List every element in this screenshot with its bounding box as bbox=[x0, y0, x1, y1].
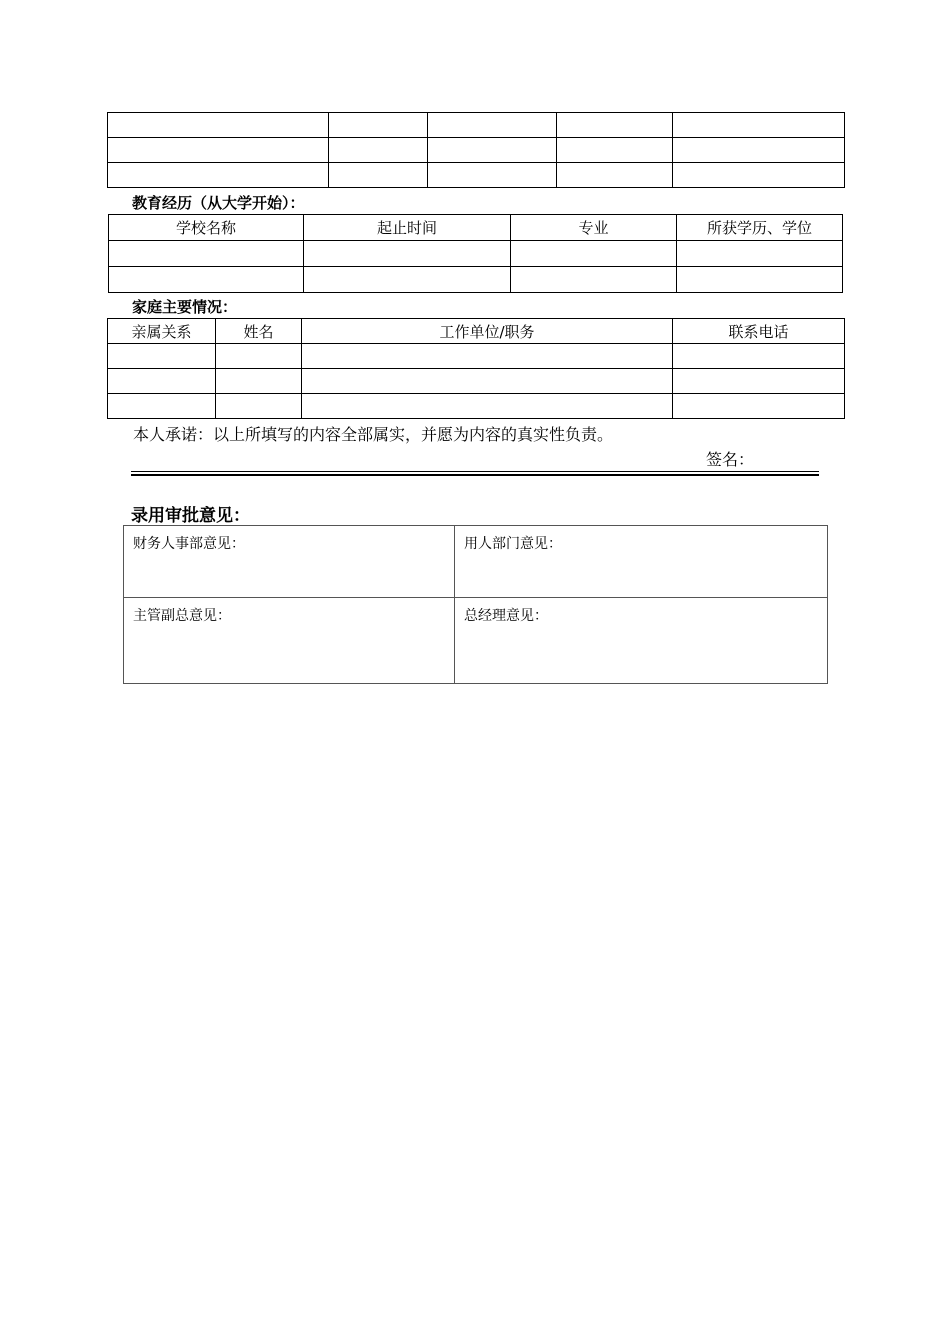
table-header-row bbox=[109, 215, 843, 241]
approval-section-title: 录用审批意见： bbox=[131, 506, 250, 526]
table-cell[interactable] bbox=[673, 394, 845, 419]
table-cell[interactable] bbox=[673, 113, 845, 138]
work-history-table bbox=[107, 112, 845, 188]
table-cell[interactable] bbox=[216, 369, 302, 394]
table-cell[interactable] bbox=[302, 394, 673, 419]
table-cell[interactable] bbox=[673, 344, 845, 369]
table-cell[interactable] bbox=[673, 163, 845, 188]
family-section-title: 家庭主要情况： bbox=[132, 298, 238, 316]
table-cell[interactable] bbox=[677, 267, 843, 293]
table-cell[interactable] bbox=[329, 163, 428, 188]
table-cell[interactable] bbox=[557, 163, 673, 188]
table-row bbox=[108, 138, 845, 163]
divider-line bbox=[131, 471, 819, 472]
table-cell[interactable] bbox=[511, 241, 677, 267]
gm-opinion-label: 总经理意见： bbox=[464, 608, 548, 624]
column-header-phone: 联系电话 bbox=[673, 319, 845, 344]
table-cell[interactable] bbox=[304, 267, 511, 293]
table-cell[interactable] bbox=[557, 138, 673, 163]
column-header-name: 姓名 bbox=[216, 319, 302, 344]
table-cell[interactable] bbox=[673, 138, 845, 163]
table-cell[interactable] bbox=[329, 113, 428, 138]
table-cell[interactable] bbox=[108, 138, 329, 163]
table-header-row bbox=[108, 319, 845, 344]
table-cell[interactable] bbox=[108, 113, 329, 138]
deputy-gm-opinion-cell[interactable] bbox=[124, 598, 455, 684]
column-header-major: 专业 bbox=[511, 215, 677, 241]
table-row bbox=[108, 163, 845, 188]
pledge-statement: 本人承诺：以上所填写的内容全部属实，并愿为内容的真实性负责。 bbox=[133, 425, 614, 444]
table-row bbox=[108, 369, 845, 394]
table-cell[interactable] bbox=[304, 241, 511, 267]
column-header-degree: 所获学历、学位 bbox=[677, 215, 843, 241]
table-cell[interactable] bbox=[677, 241, 843, 267]
table-cell[interactable] bbox=[216, 394, 302, 419]
column-header-period: 起止时间 bbox=[304, 215, 511, 241]
table-cell[interactable] bbox=[302, 369, 673, 394]
table-cell[interactable] bbox=[511, 267, 677, 293]
family-table bbox=[107, 318, 845, 419]
column-header-employer: 工作单位/职务 bbox=[302, 319, 673, 344]
table-cell[interactable] bbox=[109, 267, 304, 293]
table-cell[interactable] bbox=[108, 344, 216, 369]
column-header-relation: 亲属关系 bbox=[108, 319, 216, 344]
table-row bbox=[109, 241, 843, 267]
table-row bbox=[124, 526, 828, 598]
table-cell[interactable] bbox=[329, 138, 428, 163]
education-section-title: 教育经历（从大学开始）： bbox=[132, 194, 305, 212]
table-row bbox=[108, 344, 845, 369]
table-cell[interactable] bbox=[428, 163, 557, 188]
table-cell[interactable] bbox=[108, 163, 329, 188]
table-row bbox=[108, 394, 845, 419]
finance-hr-opinion-cell[interactable] bbox=[124, 526, 455, 598]
table-cell[interactable] bbox=[302, 344, 673, 369]
hiring-dept-opinion-label: 用人部门意见： bbox=[464, 536, 562, 552]
table-cell[interactable] bbox=[108, 369, 216, 394]
table-row bbox=[108, 113, 845, 138]
table-cell[interactable] bbox=[428, 138, 557, 163]
table-cell[interactable] bbox=[673, 369, 845, 394]
deputy-gm-opinion-label: 主管副总意见： bbox=[133, 608, 231, 624]
table-row bbox=[109, 267, 843, 293]
approval-table bbox=[123, 525, 828, 684]
table-cell[interactable] bbox=[557, 113, 673, 138]
table-cell[interactable] bbox=[108, 394, 216, 419]
table-cell[interactable] bbox=[109, 241, 304, 267]
education-table bbox=[108, 214, 843, 293]
divider-line bbox=[131, 474, 819, 476]
table-cell[interactable] bbox=[428, 113, 557, 138]
gm-opinion-cell[interactable] bbox=[455, 598, 828, 684]
column-header-school: 学校名称 bbox=[109, 215, 304, 241]
finance-hr-opinion-label: 财务人事部意见： bbox=[133, 536, 245, 552]
table-row bbox=[124, 598, 828, 684]
table-cell[interactable] bbox=[216, 344, 302, 369]
signature-label: 签名： bbox=[706, 450, 755, 469]
hiring-dept-opinion-cell[interactable] bbox=[455, 526, 828, 598]
